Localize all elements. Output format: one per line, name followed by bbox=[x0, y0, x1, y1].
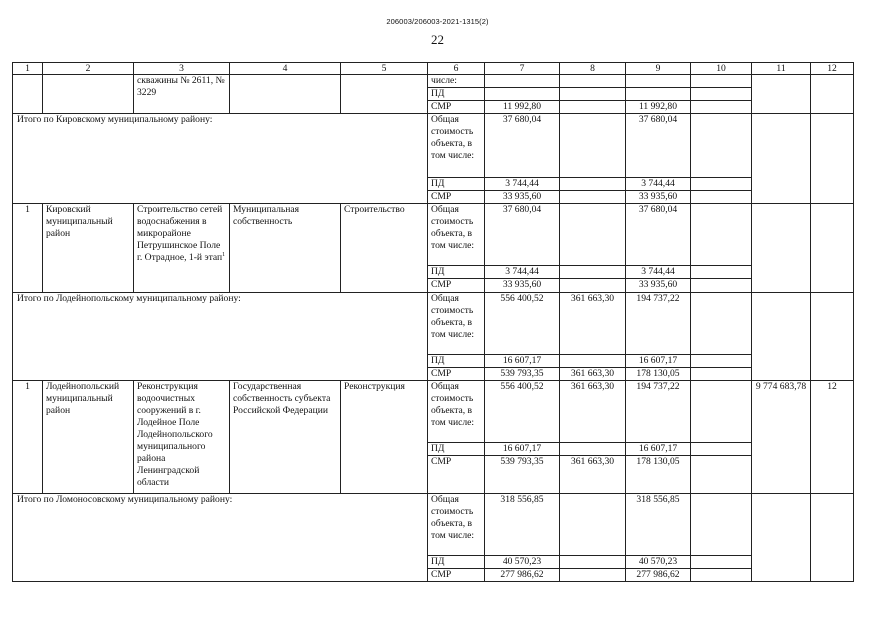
ownership: Государственная собственность субъекта Российской Федерации bbox=[230, 381, 341, 494]
cost-label: СМР bbox=[428, 456, 485, 494]
cost-label: ПД bbox=[428, 266, 485, 279]
value-cell: 178 130,05 bbox=[626, 368, 691, 381]
value-cell: 178 130,05 bbox=[626, 456, 691, 494]
district-total-title: Итого по Ломоносовскому муниципальному району: bbox=[13, 494, 428, 582]
cost-label: Общая стоимость объекта, в том числе: bbox=[428, 381, 485, 443]
value-cell: 11 992,80 bbox=[485, 101, 560, 114]
value-cell: 361 663,30 bbox=[560, 456, 626, 494]
column-header: 11 bbox=[752, 63, 811, 75]
value-cell: 194 737,22 bbox=[626, 293, 691, 355]
value-cell: 11 992,80 bbox=[626, 101, 691, 114]
district-total-title: Итого по Лодейнопольскому муниципальному району: bbox=[13, 293, 428, 381]
value-cell: 3 744,44 bbox=[626, 266, 691, 279]
value-cell: 33 935,60 bbox=[626, 279, 691, 293]
value-cell: 33 935,60 bbox=[626, 191, 691, 204]
work-type: Реконструкция bbox=[341, 381, 428, 494]
column-header: 8 bbox=[560, 63, 626, 75]
value-cell: 539 793,35 bbox=[485, 456, 560, 494]
object-name: скважины № 2611, № 3229 bbox=[134, 75, 230, 114]
column-header: 10 bbox=[691, 63, 752, 75]
object-name: Строительство сетей водоснабжения в микрорайоне Петрушинское Поле г. Отрадное, 1-й этап$^1$ bbox=[134, 204, 230, 293]
value-cell: 361 663,30 bbox=[560, 293, 626, 355]
value-cell: 37 680,04 bbox=[485, 204, 560, 266]
footnote-mark: 1 bbox=[222, 251, 226, 258]
value-cell: 12 bbox=[811, 381, 854, 494]
column-header: 3 bbox=[134, 63, 230, 75]
value-cell: 9 774 683,78 bbox=[752, 381, 811, 494]
ownership: Муниципальная собственность bbox=[230, 204, 341, 293]
cost-label: Общая стоимость объекта, в том числе: bbox=[428, 293, 485, 355]
value-cell: 194 737,22 bbox=[626, 381, 691, 443]
value-cell: 3 744,44 bbox=[485, 266, 560, 279]
column-header: 6 bbox=[428, 63, 485, 75]
cost-label: ПД bbox=[428, 556, 485, 569]
value-cell: 3 744,44 bbox=[485, 178, 560, 191]
page-number: 22 bbox=[431, 32, 444, 47]
value-cell: 33 935,60 bbox=[485, 191, 560, 204]
value-cell: 556 400,52 bbox=[485, 381, 560, 443]
column-header: 5 bbox=[341, 63, 428, 75]
table-row bbox=[13, 114, 854, 178]
district-name: Лодейнопольский муниципальный район bbox=[43, 381, 134, 494]
budget-table bbox=[12, 62, 854, 582]
cost-label: числе: bbox=[428, 75, 485, 88]
value-cell: 16 607,17 bbox=[626, 355, 691, 368]
cost-label: Общая стоимость объекта, в том числе: bbox=[428, 494, 485, 556]
column-header-row bbox=[13, 63, 854, 75]
district-name: Кировский муниципальный район bbox=[43, 204, 134, 293]
value-cell: 16 607,17 bbox=[626, 443, 691, 456]
item-number: 1 bbox=[13, 381, 43, 494]
value-cell: 556 400,52 bbox=[485, 293, 560, 355]
value-cell: 16 607,17 bbox=[485, 443, 560, 456]
column-header: 4 bbox=[230, 63, 341, 75]
value-cell: 318 556,85 bbox=[626, 494, 691, 556]
column-header: 12 bbox=[811, 63, 854, 75]
table-row bbox=[13, 381, 854, 443]
table-row bbox=[13, 204, 854, 266]
column-header: 2 bbox=[43, 63, 134, 75]
cost-label: ПД bbox=[428, 355, 485, 368]
cost-label: СМР bbox=[428, 279, 485, 293]
value-cell: 361 663,30 bbox=[560, 368, 626, 381]
item-number: 1 bbox=[13, 204, 43, 293]
table-row bbox=[13, 494, 854, 556]
cost-label: Общая стоимость объекта, в том числе: bbox=[428, 204, 485, 266]
value-cell: 40 570,23 bbox=[626, 556, 691, 569]
cost-label: ПД bbox=[428, 178, 485, 191]
table-row bbox=[13, 75, 854, 88]
cost-label: Общая стоимость объекта, в том числе: bbox=[428, 114, 485, 178]
district-total-title: Итого по Кировскому муниципальному району: bbox=[13, 114, 428, 204]
cost-label: ПД bbox=[428, 443, 485, 456]
value-cell: 37 680,04 bbox=[626, 204, 691, 266]
column-header: 7 bbox=[485, 63, 560, 75]
value-cell: 37 680,04 bbox=[626, 114, 691, 178]
value-cell: 40 570,23 bbox=[485, 556, 560, 569]
value-cell: 3 744,44 bbox=[626, 178, 691, 191]
cost-label: СМР bbox=[428, 191, 485, 204]
work-type: Строительство bbox=[341, 204, 428, 293]
document-number: 206003/206003-2021-1315(2) bbox=[386, 17, 489, 26]
value-cell: 277 986,62 bbox=[626, 569, 691, 582]
value-cell: 277 986,62 bbox=[485, 569, 560, 582]
object-name: Реконструкция водоочистных сооружений в г. Лодейное Поле Лодейнопольского муниципального района Ленинградской области bbox=[134, 381, 230, 494]
value-cell: 361 663,30 bbox=[560, 381, 626, 443]
value-cell: 539 793,35 bbox=[485, 368, 560, 381]
table-row bbox=[13, 293, 854, 355]
value-cell: 318 556,85 bbox=[485, 494, 560, 556]
cost-label: СМР bbox=[428, 101, 485, 114]
column-header: 1 bbox=[13, 63, 43, 75]
cost-label: СМР bbox=[428, 569, 485, 582]
value-cell: 16 607,17 bbox=[485, 355, 560, 368]
cost-label: ПД bbox=[428, 88, 485, 101]
cost-label: СМР bbox=[428, 368, 485, 381]
value-cell: 33 935,60 bbox=[485, 279, 560, 293]
column-header: 9 bbox=[626, 63, 691, 75]
value-cell: 37 680,04 bbox=[485, 114, 560, 178]
